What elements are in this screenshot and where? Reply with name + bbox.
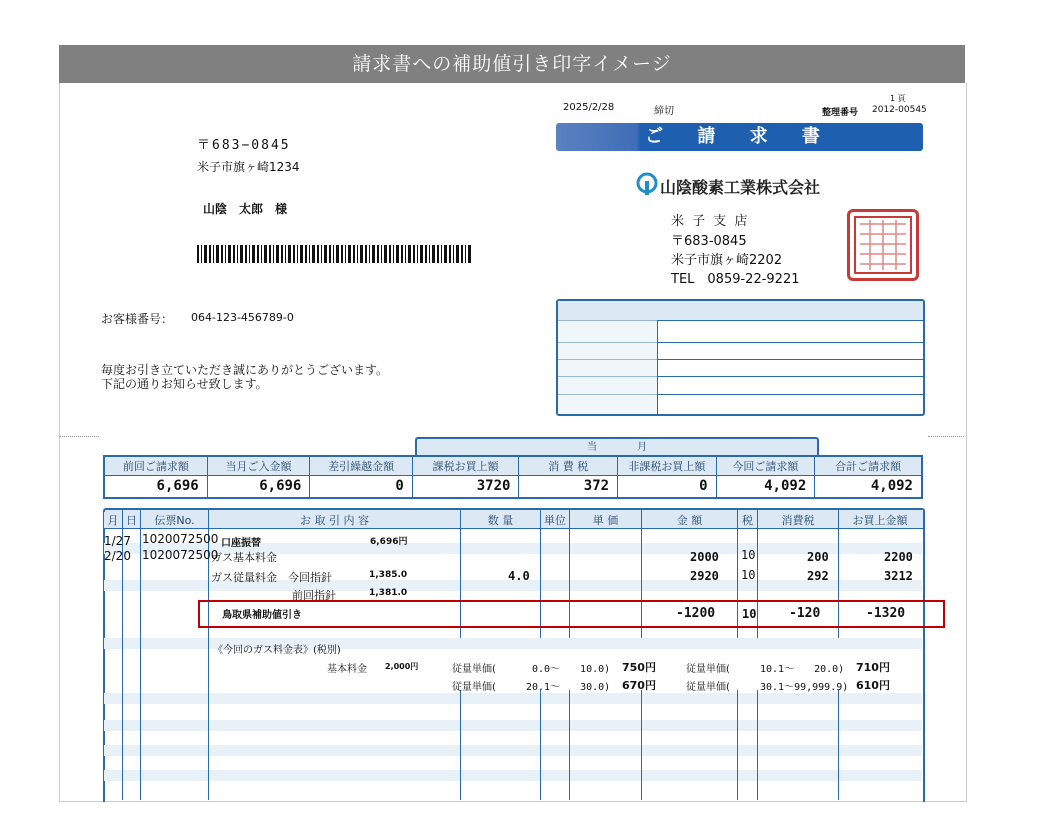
discount-highlight-box bbox=[198, 600, 945, 628]
discount-consumption-tax: -120 bbox=[789, 606, 821, 621]
rate-label: 従量単価( bbox=[686, 664, 730, 675]
row-description: 前回指針 bbox=[292, 589, 336, 602]
recipient-postal: 〒683−0845 bbox=[197, 138, 291, 153]
col-unit-price: 単 価 bbox=[592, 514, 619, 527]
info-box bbox=[556, 299, 925, 416]
company-logo-icon bbox=[635, 172, 659, 196]
row-desc-amount: 6,696円 bbox=[370, 537, 408, 547]
ref-label: 整理番号 bbox=[822, 108, 859, 118]
recipient-address: 米子市旗ヶ崎1234 bbox=[197, 160, 300, 174]
row-quantity: 4.0 bbox=[508, 569, 530, 583]
base-fee-label: 基本料金 bbox=[327, 664, 367, 675]
row-date: 2/20 bbox=[104, 549, 131, 563]
summary-value: 3720 bbox=[412, 476, 519, 498]
summary-header: 非課税お買上額 bbox=[618, 456, 717, 476]
greeting-line-2: 下記の通りお知らせ致します。 bbox=[101, 377, 268, 391]
current-month-header: 当 月 bbox=[415, 437, 819, 457]
row-meter-reading: 1,385.0 bbox=[369, 570, 408, 580]
row-tax-rate: 10 bbox=[741, 568, 756, 582]
page-number: 1 頁 bbox=[890, 94, 906, 103]
row-slip-no: 1020072500 bbox=[142, 548, 219, 562]
greeting-line-1: 毎度お引き立ていただき誠にありがとうございます。 bbox=[101, 363, 389, 377]
row-amount: 2920 bbox=[690, 569, 719, 583]
row-slip-no: 1020072500 bbox=[142, 532, 219, 546]
base-fee-value: 2,000円 bbox=[385, 662, 419, 671]
col-consumption-tax: 消費税 bbox=[781, 514, 815, 527]
summary-header: 課税お買上額 bbox=[412, 456, 519, 476]
row-meter-reading: 1,381.0 bbox=[369, 588, 408, 598]
summary-value: 4,092 bbox=[815, 476, 922, 498]
row-date: 1/27 bbox=[104, 534, 131, 548]
rate-range: 20.1〜 30.0) bbox=[526, 682, 611, 693]
ref-number: 2012-00545 bbox=[872, 105, 927, 115]
summary-header: 当月ご入金額 bbox=[207, 456, 310, 476]
rate-label: 従量単価( bbox=[452, 682, 496, 693]
col-unit: 単位 bbox=[544, 514, 566, 527]
discount-total: -1320 bbox=[866, 606, 906, 621]
summary-value: 6,696 bbox=[207, 476, 310, 498]
col-month: 月 bbox=[104, 512, 122, 528]
col-slip-no: 伝票No. bbox=[154, 514, 195, 527]
customer-number-label: お客様番号： bbox=[101, 312, 174, 326]
rate-table-title: 《今回のガス料金表》(税別) bbox=[213, 645, 341, 656]
discount-tax-rate: 10 bbox=[742, 607, 757, 621]
closing-label: 締切 bbox=[654, 106, 674, 117]
rate-label: 従量単価( bbox=[452, 664, 496, 675]
col-total: お買上金額 bbox=[852, 514, 908, 527]
col-tax-rate: 税 bbox=[742, 514, 753, 527]
rate-label: 従量単価( bbox=[686, 682, 730, 693]
postal-barcode bbox=[197, 245, 471, 263]
company-postal: 〒683-0845 bbox=[671, 234, 747, 249]
rate-price: 710円 bbox=[856, 661, 890, 674]
summary-table bbox=[103, 455, 923, 499]
row-description: ガス従量料金 今回指針 bbox=[211, 571, 332, 584]
recipient-name: 山陰 太郎 様 bbox=[203, 202, 288, 216]
row-amount: 2000 bbox=[690, 550, 719, 564]
summary-header: 前回ご請求額 bbox=[104, 456, 207, 476]
row-total: 2200 bbox=[884, 550, 913, 564]
company-address: 米子市旗ヶ崎2202 bbox=[671, 253, 783, 268]
col-day: 日 bbox=[126, 514, 137, 527]
col-amount: 金 額 bbox=[676, 514, 703, 527]
row-consumption-tax: 200 bbox=[807, 550, 829, 564]
summary-header: 差引繰越金額 bbox=[310, 456, 412, 476]
rate-price: 610円 bbox=[856, 679, 890, 692]
summary-header: 今回ご請求額 bbox=[716, 456, 815, 476]
summary-header: 消 費 税 bbox=[519, 456, 618, 476]
discount-amount: -1200 bbox=[676, 606, 716, 621]
invoice-date: 2025/2/28 bbox=[563, 102, 615, 113]
row-consumption-tax: 292 bbox=[807, 569, 829, 583]
rate-price: 750円 bbox=[622, 661, 656, 674]
col-quantity: 数 量 bbox=[487, 514, 514, 527]
summary-value: 0 bbox=[618, 476, 717, 498]
cut-line-right bbox=[928, 436, 964, 437]
customer-number: 064-123-456789-0 bbox=[191, 311, 294, 324]
col-description: お 取 引 内 容 bbox=[300, 514, 369, 527]
doc-title: ご 請 求 書 bbox=[556, 123, 923, 151]
rate-price: 670円 bbox=[622, 679, 656, 692]
rate-range: 30.1〜99,999.9) bbox=[760, 682, 849, 693]
row-tax-rate: 10 bbox=[741, 548, 756, 562]
discount-description: 鳥取県補助値引き bbox=[222, 610, 302, 621]
rate-range: 0.0〜 10.0) bbox=[532, 664, 611, 675]
company-seal-stamp bbox=[847, 209, 919, 281]
summary-header: 合計ご請求額 bbox=[815, 456, 922, 476]
company-branch: 米 子 支 店 bbox=[671, 214, 750, 229]
summary-value: 4,092 bbox=[716, 476, 815, 498]
rate-range: 10.1〜 20.0) bbox=[760, 664, 845, 675]
row-description: ガス基本料金 bbox=[211, 551, 277, 564]
summary-value: 6,696 bbox=[104, 476, 207, 498]
banner-title: 請求書への補助値引き印字イメージ bbox=[59, 45, 965, 83]
summary-value: 372 bbox=[519, 476, 618, 498]
row-description: 口座振替 bbox=[221, 538, 261, 549]
company-name: 山陰酸素工業株式会社 bbox=[660, 178, 821, 197]
company-tel: TEL 0859-22-9221 bbox=[671, 272, 800, 287]
cut-line-left bbox=[59, 436, 99, 437]
summary-value: 0 bbox=[310, 476, 412, 498]
row-total: 3212 bbox=[884, 569, 913, 583]
